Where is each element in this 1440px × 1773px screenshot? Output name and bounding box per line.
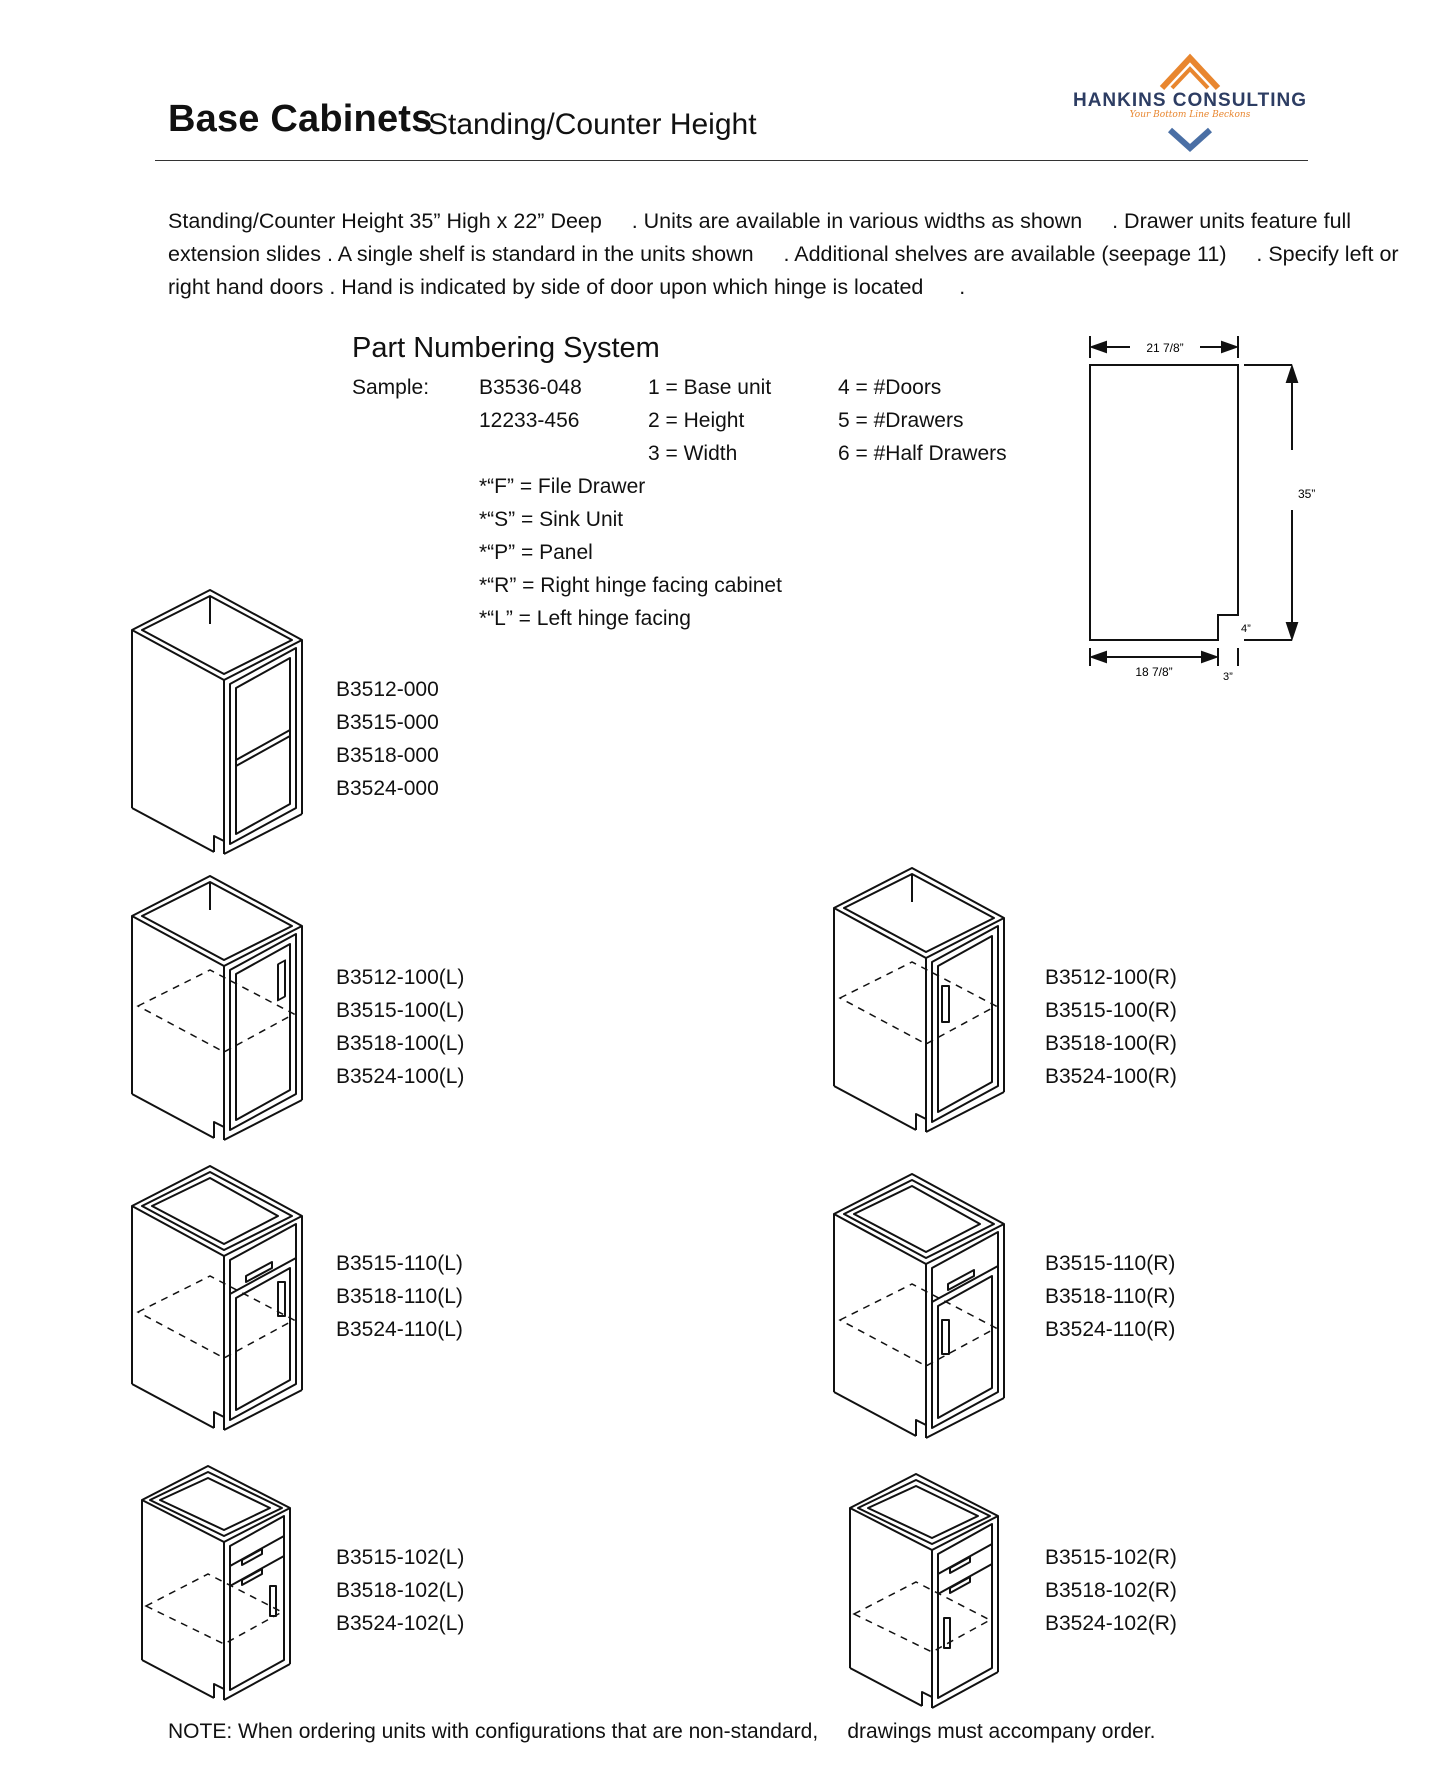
ordering-note: NOTE: When ordering units with configurations that are non-standard, drawings must accompany order. — [168, 1720, 1156, 1743]
legend-item: 3 = Width — [648, 442, 738, 465]
dim-height: 35” — [1298, 487, 1316, 501]
part-number: B3515-100(L) — [336, 999, 465, 1022]
legend-item: 5 = #Drawers — [838, 409, 964, 432]
code-item: *“P” = Panel — [479, 541, 593, 564]
part-number: B3518-100(L) — [336, 1032, 465, 1055]
page-title: Base Cabinets — [168, 98, 433, 140]
part-number: B3515-102(R) — [1045, 1546, 1177, 1569]
code-item: *“L” = Left hinge facing — [479, 607, 691, 630]
part-number: B3515-110(L) — [336, 1252, 463, 1275]
part-number: B3524-100(L) — [336, 1065, 465, 1088]
part-number: B3515-000 — [336, 711, 439, 734]
part-number: B3515-100(R) — [1045, 999, 1177, 1022]
drawer-door-right-part-list — [1045, 1247, 1175, 1346]
part-number: B3518-102(R) — [1045, 1579, 1177, 1602]
door-right-cabinet-drawing — [830, 866, 1010, 1136]
sample-label: Sample: — [352, 376, 430, 399]
legend-item: 4 = #Doors — [838, 376, 942, 399]
header-divider — [155, 160, 1308, 161]
dim-bottom-width: 18 7/8” — [1135, 665, 1173, 679]
legend-item: 2 = Height — [648, 409, 745, 432]
legend-item: 1 = Base unit — [648, 376, 772, 399]
code-item: *“S” = Sink Unit — [479, 508, 624, 531]
intro-line: right hand doors . Hand is indicated by side of door upon which hinge is located . — [168, 275, 966, 299]
logo-tagline: Your Bottom Line Beckons — [1129, 110, 1251, 120]
cabinet-profile-outline — [1090, 365, 1238, 640]
two-drawer-left-cabinet-drawing — [138, 1464, 298, 1704]
part-number: B3512-000 — [336, 678, 439, 701]
two-drawer-left-part-list — [336, 1541, 464, 1640]
part-number: B3524-102(R) — [1045, 1612, 1177, 1635]
door-left-part-list — [336, 961, 464, 1093]
intro-line: extension slides . A single shelf is standard in the units shown . Additional shelves are available (seepage 11) . Specify left or — [168, 242, 1399, 266]
part-number: B3518-110(L) — [336, 1285, 463, 1308]
part-number: B3518-000 — [336, 744, 439, 767]
sample-part-number: B3536-048 — [479, 376, 582, 399]
open-cabinet-part-list — [336, 673, 439, 805]
drawer-door-left-cabinet-drawing — [128, 1164, 308, 1434]
part-number: B3524-110(L) — [336, 1318, 463, 1341]
company-logo — [1060, 48, 1320, 152]
two-drawer-right-cabinet-drawing — [846, 1472, 1006, 1712]
legend-item: 6 = #Half Drawers — [838, 442, 1007, 465]
part-number: B3515-102(L) — [336, 1546, 465, 1569]
intro-line: Standing/Counter Height 35” High x 22” Deep . Units are available in various widths as shown . Drawer units feature full — [168, 209, 1352, 233]
door-left-cabinet-drawing — [128, 874, 308, 1144]
logo-name: HANKINS CONSULTING — [1072, 90, 1308, 111]
dim-toe-height: 4” — [1241, 623, 1251, 635]
part-number: B3512-100(L) — [336, 966, 465, 989]
intro-paragraph — [168, 205, 1399, 304]
dim-top-width: 21 7/8” — [1146, 341, 1184, 355]
part-numbering-title: Part Numbering System — [352, 332, 660, 364]
sample-digit-map: 12233-456 — [479, 409, 580, 432]
part-number: B3512-100(R) — [1045, 966, 1177, 989]
open-cabinet-drawing — [128, 588, 308, 858]
part-number: B3518-110(R) — [1045, 1285, 1176, 1308]
drawer-door-left-part-list — [336, 1247, 463, 1346]
part-number: B3524-110(R) — [1045, 1318, 1176, 1341]
part-number: B3518-100(R) — [1045, 1032, 1177, 1055]
door-right-part-list — [1045, 961, 1177, 1093]
two-drawer-right-part-list — [1045, 1541, 1177, 1640]
dimension-drawing — [1070, 330, 1316, 690]
page-subtitle: Standing/Counter Height — [428, 108, 757, 141]
code-item: *“R” = Right hinge facing cabinet — [479, 574, 782, 597]
part-number: B3518-102(L) — [336, 1579, 465, 1602]
part-number: B3524-100(R) — [1045, 1065, 1177, 1088]
drawer-door-right-cabinet-drawing — [830, 1172, 1010, 1442]
part-number: B3515-110(R) — [1045, 1252, 1176, 1275]
part-number: B3524-102(L) — [336, 1612, 465, 1635]
part-number: B3524-000 — [336, 777, 439, 800]
dim-toe-depth: 3” — [1223, 671, 1233, 683]
code-item: *“F” = File Drawer — [479, 475, 646, 498]
